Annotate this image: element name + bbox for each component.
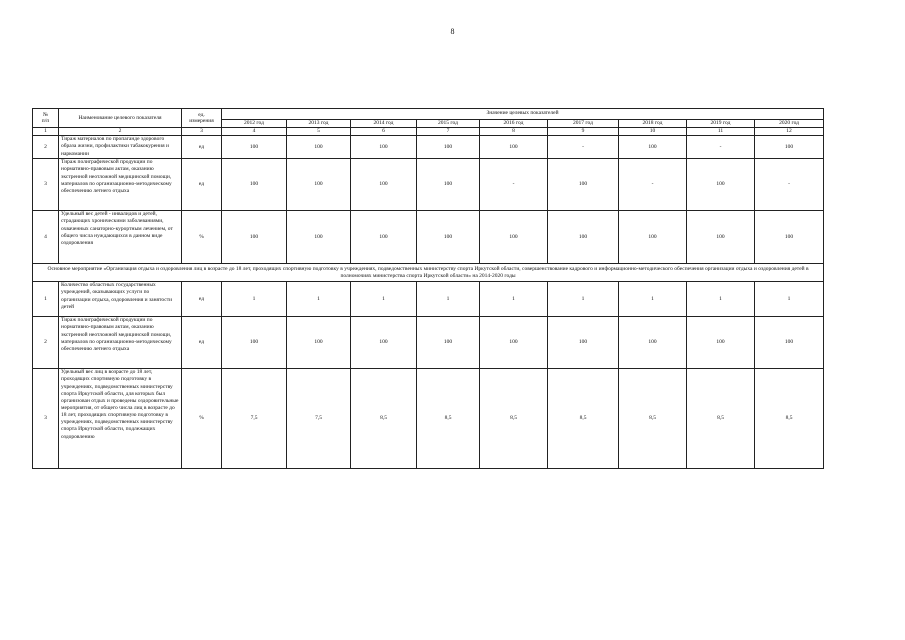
value-cell: 100	[480, 317, 548, 369]
row-number: 2	[33, 136, 59, 159]
unit-cell: ед	[182, 159, 222, 211]
table-row	[33, 369, 824, 469]
value-cell: 100	[417, 211, 480, 264]
value-cell: 100	[222, 211, 287, 264]
value-cell: 100	[687, 211, 755, 264]
year-header: 2018 год	[619, 120, 687, 128]
value-cell: -	[755, 159, 824, 211]
year-header: 2013 год	[287, 120, 351, 128]
value-cell: 8,5	[755, 369, 824, 469]
column-number: 6	[351, 128, 417, 136]
row-number: 2	[33, 317, 59, 369]
value-cell: 8,5	[417, 369, 480, 469]
value-cell: 1	[417, 282, 480, 317]
value-cell: 100	[417, 136, 480, 159]
value-cell: 7,5	[222, 369, 287, 469]
column-number: 12	[755, 128, 824, 136]
value-cell: 1	[687, 282, 755, 317]
value-cell: -	[687, 136, 755, 159]
year-header: 2020 год	[755, 120, 824, 128]
value-cell: 100	[619, 317, 687, 369]
indicators-table	[32, 108, 824, 469]
value-cell: 1	[755, 282, 824, 317]
value-cell: 1	[351, 282, 417, 317]
table-header	[33, 109, 824, 136]
table-row	[33, 282, 824, 317]
value-cell: 1	[222, 282, 287, 317]
page-number: 8	[450, 27, 455, 36]
column-number: 9	[548, 128, 619, 136]
value-cell: 100	[480, 211, 548, 264]
value-cell: -	[480, 159, 548, 211]
value-cell: 100	[287, 317, 351, 369]
value-cell: 100	[222, 317, 287, 369]
row-number: 3	[33, 369, 59, 469]
unit-cell: ед	[182, 282, 222, 317]
values-header: Значение целевых показателей	[222, 109, 824, 120]
value-cell: 1	[480, 282, 548, 317]
column-number: 11	[687, 128, 755, 136]
year-header: 2017 год	[548, 120, 619, 128]
value-cell: 100	[351, 211, 417, 264]
column-number: 1	[33, 128, 59, 136]
year-header: 2012 год	[222, 120, 287, 128]
value-cell: 100	[548, 317, 619, 369]
value-cell: 8,5	[480, 369, 548, 469]
table-body-a	[33, 136, 824, 264]
year-header: 2016 год	[480, 120, 548, 128]
value-cell: 100	[351, 159, 417, 211]
table-body-b	[33, 282, 824, 469]
unit-cell: ед	[182, 317, 222, 369]
value-cell: 8,5	[687, 369, 755, 469]
column-number: 2	[59, 128, 182, 136]
value-cell: 100	[755, 211, 824, 264]
value-cell: 100	[351, 317, 417, 369]
year-header: 2014 год	[351, 120, 417, 128]
value-cell: 100	[480, 136, 548, 159]
indicator-name: Тираж материалов по пропаганде здорового образа жизни, профилактики табакокурения и наркомании	[59, 136, 182, 159]
unit-cell: %	[182, 211, 222, 264]
value-cell: 100	[287, 136, 351, 159]
value-cell: 100	[351, 136, 417, 159]
unit-cell: ед	[182, 136, 222, 159]
value-cell: 100	[222, 136, 287, 159]
column-number-row	[33, 128, 824, 136]
column-number: 5	[287, 128, 351, 136]
value-cell: 100	[222, 159, 287, 211]
table-row	[33, 211, 824, 264]
indicator-name: Удельный вес детей - инвалидов и детей, страдающих хроническими заболеваниями, охваченных санаторно-курортным лечением, от общего числа нуждающихся в данном виде оздоровления	[59, 211, 182, 264]
row-number: 4	[33, 211, 59, 264]
unit-cell: %	[182, 369, 222, 469]
value-cell: 1	[619, 282, 687, 317]
value-cell: 100	[287, 211, 351, 264]
value-cell: 100	[687, 159, 755, 211]
column-number: 8	[480, 128, 548, 136]
table-row	[33, 317, 824, 369]
year-header: 2015 год	[417, 120, 480, 128]
indicator-name: Тираж полиграфической продукции по нормативно-правовым актам, оказанию экстренной неотложной медицинской помощи, материалов по организационно-методическому обеспечению летнего отдыха	[59, 159, 182, 211]
value-cell: 100	[417, 159, 480, 211]
row-number: 3	[33, 159, 59, 211]
section-title: Основное мероприятие «Организация отдыха и оздоровления лиц в возрасте до 18 лет, проходящих спортивную подготовку в учреждениях, подведомственных министерству спорта Иркутской области, совершенствование кадрового и информационно-методического обеспечения организации отдыха и оздоровления детей в полномочиях министерства спорта Иркутской области» на 2014-2020 годы	[33, 264, 824, 282]
column-number: 10	[619, 128, 687, 136]
value-cell: -	[548, 136, 619, 159]
indicator-name: Удельный вес лиц в возрасте до 18 лет, проходящих спортивную подготовку в учреждениях, подведомственных министерству спорта Иркутской области, для которых был организован отдых и проведены оздоровительные мероприятия, от общего числа лиц в возрасте до 18 лет, проходящих спортивную подготовку в учреждениях, подведомственных министерству спорта Иркутской области, подлежащих оздоровлению	[59, 369, 182, 469]
column-number: 7	[417, 128, 480, 136]
value-cell: 1	[548, 282, 619, 317]
table-row	[33, 136, 824, 159]
value-cell: 1	[287, 282, 351, 317]
value-cell: 100	[687, 317, 755, 369]
value-cell: 100	[619, 136, 687, 159]
value-cell: 8,5	[548, 369, 619, 469]
col-num-header: № п/п	[33, 109, 59, 128]
indicator-name: Количество областных государственных учреждений, оказывающих услуги по организации отдыха, оздоровления и занятости детей	[59, 282, 182, 317]
col-unit-header: ед. измерения	[182, 109, 222, 128]
value-cell: 100	[619, 211, 687, 264]
row-number: 1	[33, 282, 59, 317]
value-cell: 100	[548, 211, 619, 264]
section-header	[33, 264, 824, 282]
value-cell: 100	[755, 136, 824, 159]
col-name-header: Наименование целевого показателя	[59, 109, 182, 128]
indicator-name: Тираж полиграфической продукции по нормативно-правовым актам, оказанию экстренной неотложной медицинской помощи, материалов по организационно-методическому обеспечению летнего отдыха	[59, 317, 182, 369]
value-cell: 100	[417, 317, 480, 369]
value-cell: 7,5	[287, 369, 351, 469]
value-cell: 100	[755, 317, 824, 369]
value-cell: 100	[548, 159, 619, 211]
value-cell: -	[619, 159, 687, 211]
table-row	[33, 159, 824, 211]
year-header: 2019 год	[687, 120, 755, 128]
column-number: 4	[222, 128, 287, 136]
column-number: 3	[182, 128, 222, 136]
value-cell: 8,5	[619, 369, 687, 469]
value-cell: 100	[287, 159, 351, 211]
value-cell: 8,5	[351, 369, 417, 469]
